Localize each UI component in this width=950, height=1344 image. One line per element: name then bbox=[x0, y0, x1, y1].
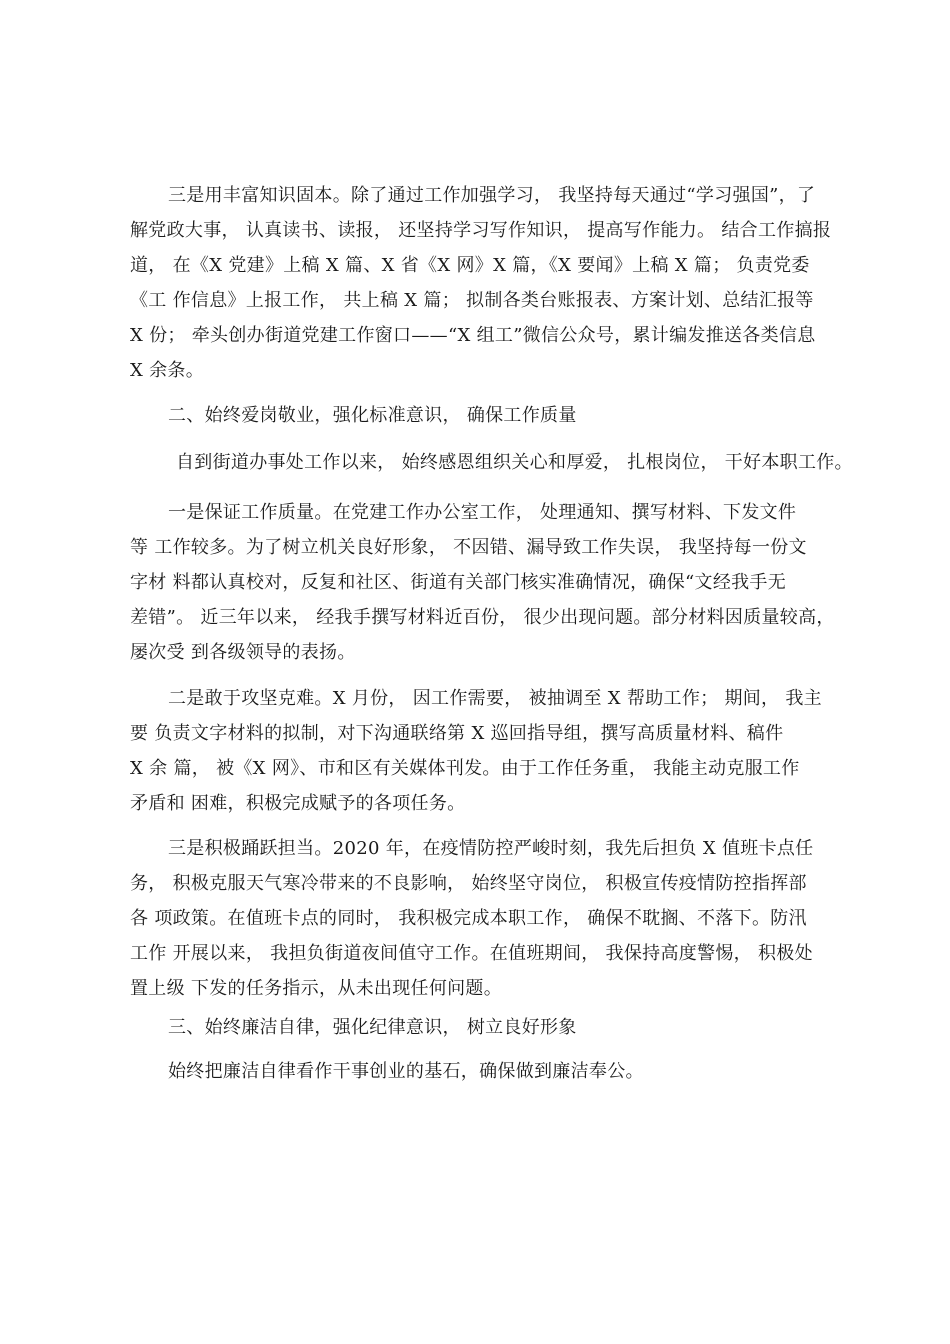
paragraph-7-line-1: 始终把廉洁自律看作干事创业的基石，确保做到廉洁奉公。 bbox=[168, 1061, 644, 1082]
section-heading-2: 二、始终爱岗敬业，强化标准意识， 确保工作质量 bbox=[168, 405, 577, 426]
paragraph-2-line-1: 自到街道办事处工作以来， 始终感恩组织关心和厚爱， 扎根岗位， 干好本职工作。 bbox=[176, 452, 853, 473]
paragraph-1-line-6: X 余条。 bbox=[130, 360, 205, 381]
paragraph-4-line-3: X 余 篇， 被《X 网》、市和区有关媒体刊发。由于工作任务重， 我能主动克服工作 bbox=[130, 758, 800, 779]
paragraph-5-line-5: 置上级 下发的任务指示，从未出现任何问题。 bbox=[130, 978, 503, 999]
paragraph-5-line-3: 各 项政策。在值班卡点的同时， 我积极完成本职工作， 确保不耽搁、不落下。防汛 bbox=[130, 908, 807, 929]
section-heading-3: 三、始终廉洁自律，强化纪律意识， 树立良好形象 bbox=[168, 1017, 577, 1038]
paragraph-4-line-2: 要 负责文字材料的拟制，对下沟通联络第 X 巡回指导组，撰写高质量材料、稿件 bbox=[130, 723, 784, 744]
paragraph-5-line-2: 务， 积极克服天气寒冷带来的不良影响， 始终坚守岗位， 积极宣传疫情防控指挥部 bbox=[130, 873, 807, 894]
paragraph-1-line-1: 三是用丰富知识固本。除了通过工作加强学习， 我坚持每天通过“学习强国”，了 bbox=[168, 185, 816, 206]
paragraph-3-line-3: 字材 料都认真校对，反复和社区、街道有关部门核实准确情况，确保“文经我手无 bbox=[130, 572, 787, 593]
paragraph-3-line-2: 等 工作较多。为了树立机关良好形象， 不因错、漏导致工作失误， 我坚持每一份文 bbox=[130, 537, 807, 558]
paragraph-1-line-2: 解党政大事， 认真读书、读报， 还坚持学习写作知识， 提高写作能力。 结合工作搞报 bbox=[130, 220, 832, 241]
paragraph-1-line-3: 道， 在《X 党建》上稿 X 篇、X 省《X 网》X 篇，《X 要闻》上稿 X 篇； 负责党委 bbox=[130, 255, 810, 276]
paragraph-4-line-4: 矛盾和 困难，积极完成赋予的各项任务。 bbox=[130, 793, 466, 814]
paragraph-3-line-4: 差错”。 近三年以来， 经我手撰写材料近百份， 很少出现问题。部分材料因质量较高， bbox=[130, 607, 835, 628]
paragraph-4-line-1: 二是敢于攻坚克难。X 月份， 因工作需要， 被抽调至 X 帮助工作； 期间， 我主 bbox=[168, 688, 822, 709]
paragraph-5-line-1: 三是积极踊跃担当。2020 年，在疫情防控严峻时刻，我先后担负 X 值班卡点任 bbox=[168, 838, 814, 859]
paragraph-1-line-4: 《工 作信息》上报工作， 共上稿 X 篇； 拟制各类台账报表、方案计划、总结汇报等 bbox=[130, 290, 814, 311]
paragraph-1-line-5: X 份； 牵头创办街道党建工作窗口——“X 组工”微信公众号，累计编发推送各类信息 bbox=[130, 325, 816, 346]
paragraph-3-line-5: 屡次受 到各级领导的表扬。 bbox=[130, 642, 356, 663]
paragraph-5-line-4: 工作 开展以来， 我担负街道夜间值守工作。在值班期间， 我保持高度警惕， 积极处 bbox=[130, 943, 813, 964]
paragraph-3-line-1: 一是保证工作质量。在党建工作办公室工作， 处理通知、撰写材料、下发文件 bbox=[168, 502, 797, 523]
